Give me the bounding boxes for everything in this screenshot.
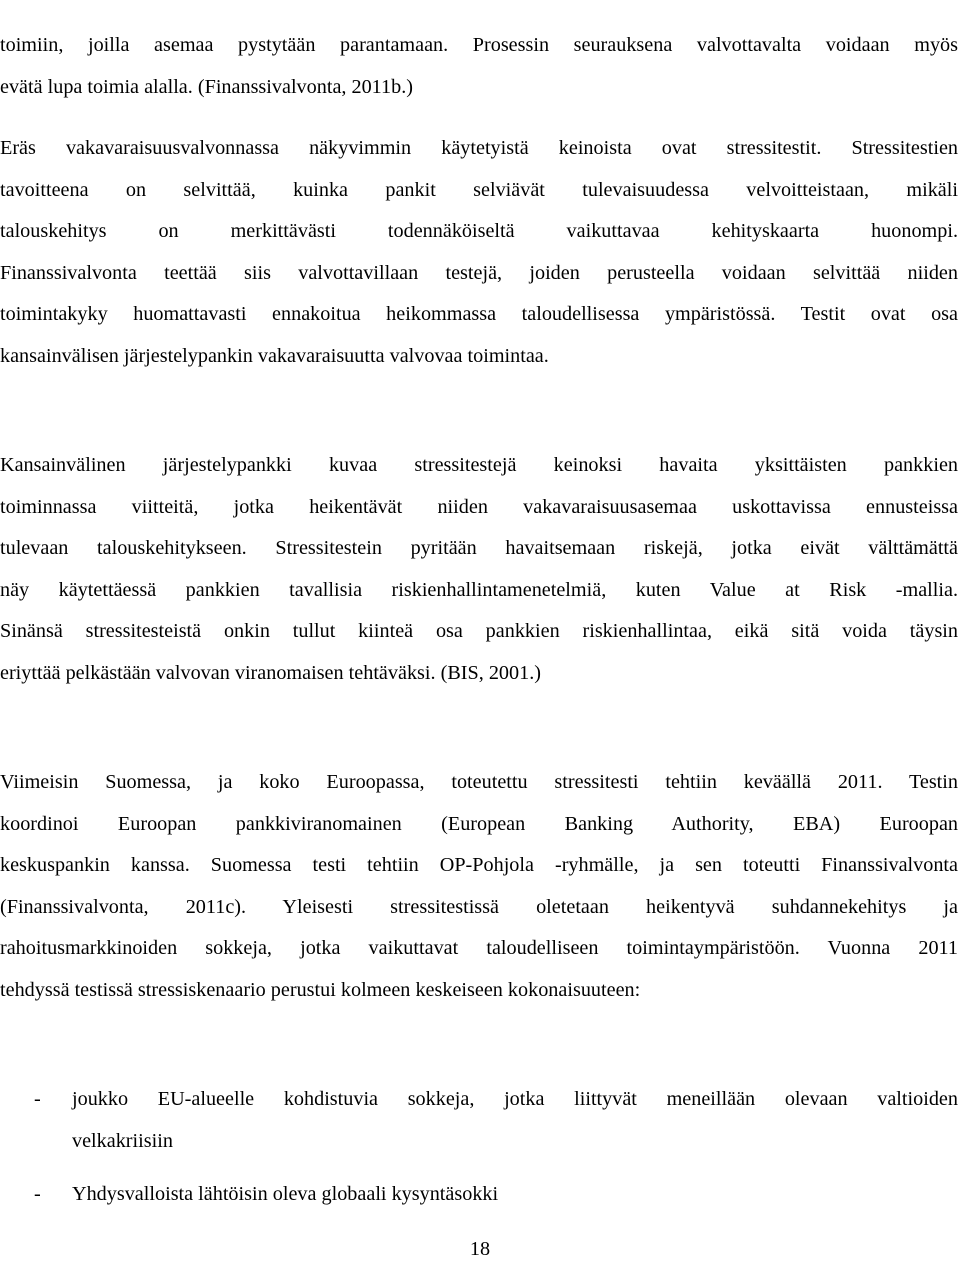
- text-line: Kansainvälinen järjestelypankki kuvaa stressitestejä keinoksi havaita yksittäisten pankkien: [0, 454, 958, 476]
- text-line: tulevaan talouskehitykseen. Stressitestein pyritään havaitsemaan riskejä, jotka eivät välttämättä: [0, 537, 958, 560]
- paragraph: [0, 762, 958, 1012]
- text-line: Finanssivalvonta teettää siis valvottavillaan testejä, joiden perusteella voidaan selvittää niiden: [0, 261, 958, 284]
- text-line: rahoitusmarkkinoiden sokkeja, jotka vaikuttavat taloudelliseen toimintaympäristöön. Vuonna 2011: [0, 937, 958, 960]
- text-line: eriyttää pelkästään valvovan viranomaisen tehtäväksi. (BIS, 2001.): [0, 661, 541, 684]
- page-number: 18: [469, 1238, 491, 1260]
- text-line: koordinoi Euroopan pankkiviranomainen (European Banking Authority, EBA) Euroopan: [0, 812, 958, 835]
- paragraph: [0, 445, 958, 695]
- text-line: joukko EU-alueelle kohdistuvia sokkeja, jotka liittyvät meneillään olevaan valtioiden: [72, 1088, 958, 1110]
- text-line: velkakriisiin: [72, 1129, 173, 1152]
- paragraph: [0, 128, 958, 378]
- text-line: Sinänsä stressitesteistä onkin tullut kiinteä osa pankkien riskienhallintaa, eikä sitä voida täysin: [0, 620, 958, 643]
- text-line: Eräs vakavaraisuusvalvonnassa näkyvimmin käytetyistä keinoista ovat stressitestit. Stressitestien: [0, 137, 958, 159]
- text-line: toiminnassa viitteitä, jotka heikentävät niiden vakavaraisuusasemaa uskottavissa ennusteissa: [0, 495, 958, 518]
- text-line: näy käytettäessä pankkien tavallisia riskienhallintamenetelmiä, kuten Value at Risk -mallia.: [0, 578, 958, 601]
- text-line: toimintakyky huomattavasti ennakoitua heikommassa taloudellisessa ympäristössä. Testit ovat osa: [0, 303, 958, 326]
- text-line: tavoitteena on selvittää, kuinka pankit selviävät tulevaisuudessa velvoitteistaan, mikäli: [0, 178, 958, 201]
- paragraph: [0, 25, 958, 108]
- text-line: Yhdysvalloista lähtöisin oleva globaali kysyntäsokki: [72, 1183, 499, 1205]
- text-line: evätä lupa toimia alalla. (Finanssivalvonta, 2011b.): [0, 75, 413, 98]
- text-line: talouskehitys on merkittävästi todennäköiseltä vaikuttavaa kehityskaarta huonompi.: [0, 220, 958, 243]
- bullet-dash: -: [34, 1088, 41, 1110]
- text-line: (Finanssivalvonta, 2011c). Yleisesti stressitestissä oletetaan heikentyvä suhdannekehitys ja: [0, 895, 958, 918]
- text-line: tehdyssä testissä stressiskenaario perustui kolmeen keskeiseen kokonaisuuteen:: [0, 978, 641, 1001]
- text-line: Viimeisin Suomessa, ja koko Euroopassa, toteutettu stressitesti tehtiin keväällä 2011. Testin: [0, 771, 958, 793]
- text-line: keskuspankin kanssa. Suomessa testi tehtiin OP-Pohjola -ryhmälle, ja sen toteutti Finanssivalvonta: [0, 854, 958, 877]
- text-line: toimiin, joilla asemaa pystytään parantamaan. Prosessin seurauksena valvottavalta voidaan myös: [0, 34, 958, 56]
- bullet-dash: -: [34, 1183, 41, 1205]
- text-line: kansainvälisen järjestelypankin vakavaraisuutta valvovaa toimintaa.: [0, 344, 549, 367]
